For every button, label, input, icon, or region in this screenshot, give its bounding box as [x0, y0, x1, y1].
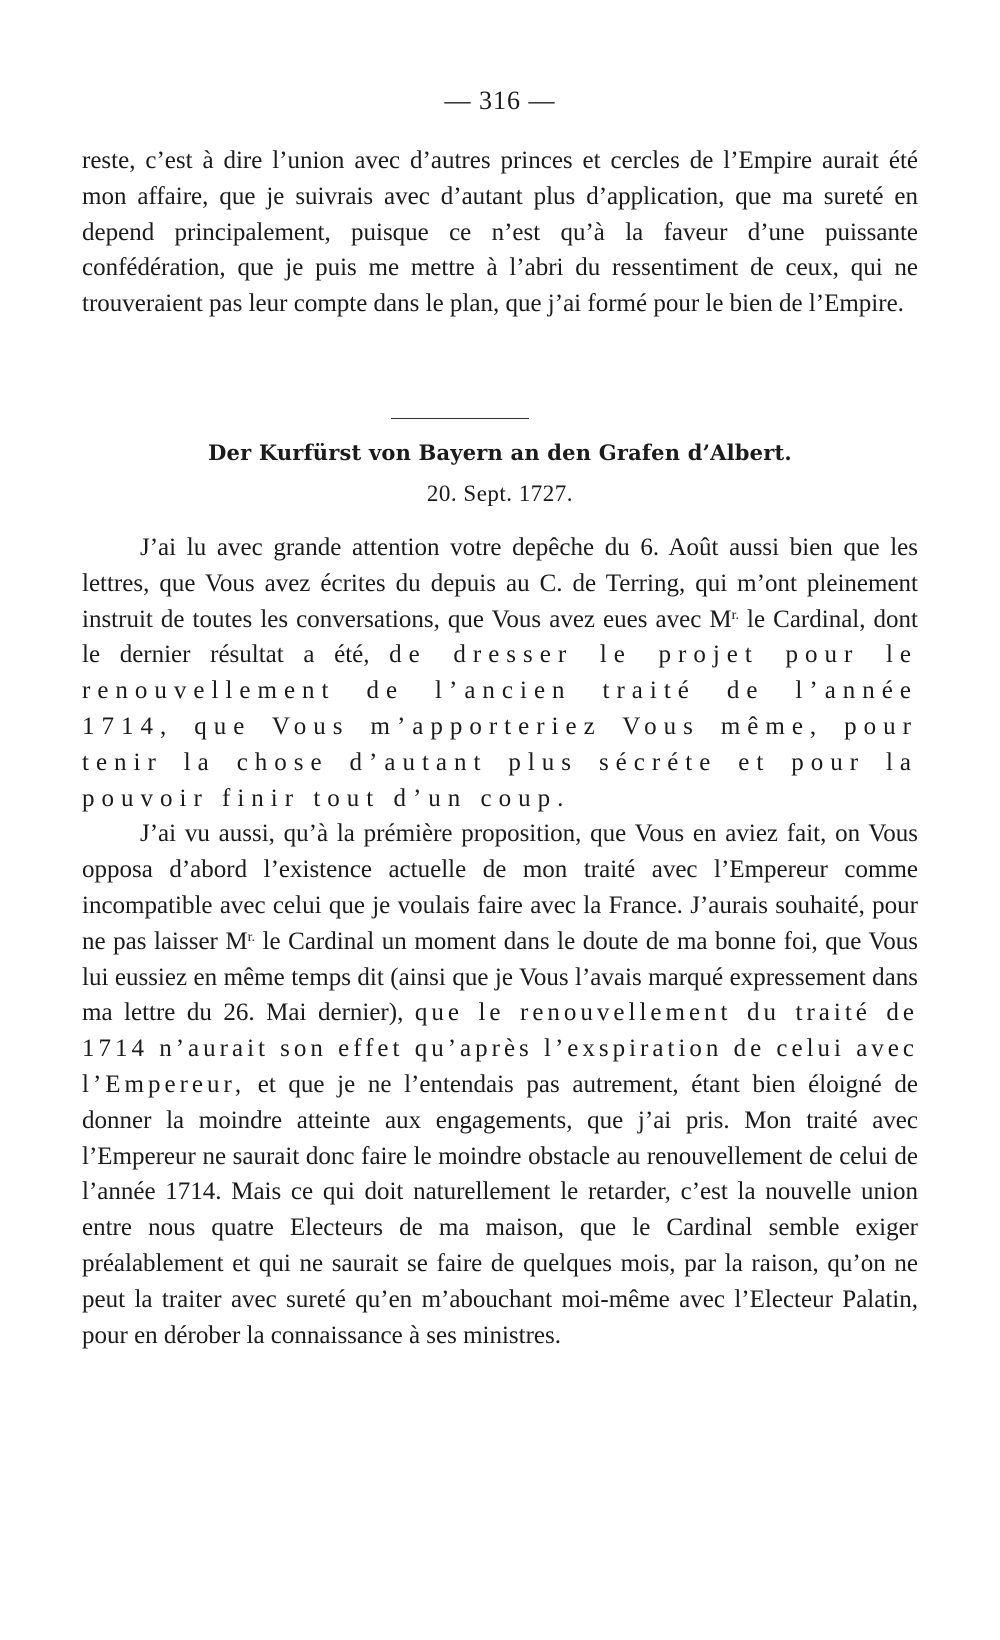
letter-paragraph-1 — [82, 530, 918, 816]
opening-text-block — [82, 143, 918, 322]
text-run: le Cardinal un moment dans le doute de ma bonne foi, que Vous lui eussiez en même temps dit (ainsi que je Vous l’avais marqué expressement dans ma lettre du 26. Mai dernier), — [82, 927, 918, 1027]
section-divider — [391, 418, 529, 419]
spaced-emphasis: de dresser le projet pour le renouvellement de l’ancien traité de l’année 1714, que Vous m’apporteriez Vous même, pour tenir la chose d’autant plus sécréte et pour la pouvoir finir tout d’un coup. — [82, 641, 918, 812]
text-run: J’ai vu aussi, qu’à la prémière proposition, que Vous en aviez fait, on Vous opposa d’abord l’existence actuelle de mon traité avec l’Empereur comme incompatible avec celui que je voulais faire avec la France. J’aurais souhaité, pour ne pas laisser M — [82, 820, 918, 955]
paragraph-continuation: reste, c’est à dire l’union avec d’autres princes et cercles de l’Empire aurait été mon affaire, que je suivrais avec d’autant plus d’application, que ma sureté en depend principalement, puisque ce n’est qu’à la faveur d’une puissante confédération, que je puis me mettre à l’abri du ressentiment de ceux, qui ne trouveraient pas leur compte dans le plan, que j’ai formé pour le bien de l’Empire. — [82, 147, 918, 318]
superscript-abbrev: r. — [731, 607, 739, 623]
document-page — [82, 0, 918, 1640]
text-run: et que je ne l’entendais pas autrement, étant bien éloigné de donner la moindre atteinte aux engagements, que j’ai pris. Mon traité avec l’Empereur ne saurait donc faire le moindre obstacle au renouvellement de celui de l’année 1714. Mais ce qui doit naturellement le retarder, c’est la nouvelle union entre nous quatre Electeurs de ma maison, que le Cardinal semble exiger préalablement et qui ne saurait se faire de quelques mois, par la raison, qu’on ne peut la traiter avec sureté qu’en m’abouchant moi-même avec l’Electeur Palatin, pour en dérober la connaissance à ses ministres. — [82, 1070, 918, 1349]
superscript-abbrev: r. — [247, 929, 256, 945]
letter-paragraph-2 — [82, 816, 918, 1353]
spaced-emphasis: que le renouvellement du traité de 1714 n’aurait son effet qu’après l’exspiration de celui avec l’Empereur, — [82, 999, 918, 1098]
letter-heading: Der Kurfürst von Bayern an den Grafen d’Albert. — [208, 440, 792, 465]
page-number: — 316 — — [444, 86, 556, 115]
letter-body — [82, 530, 918, 1353]
letter-date: 20. Sept. 1727. — [426, 481, 574, 506]
text-run: J’ai lu avec grande attention votre depêche du 6. Août aussi bien que les lettres, que Vous avez écrites du depuis au C. de Terring, qui m’ont pleinement instruit de toutes les conversations, que Vous avez eues avec M — [82, 534, 918, 633]
text-run: le Cardinal, dont le dernier résultat a été, — [82, 605, 918, 669]
